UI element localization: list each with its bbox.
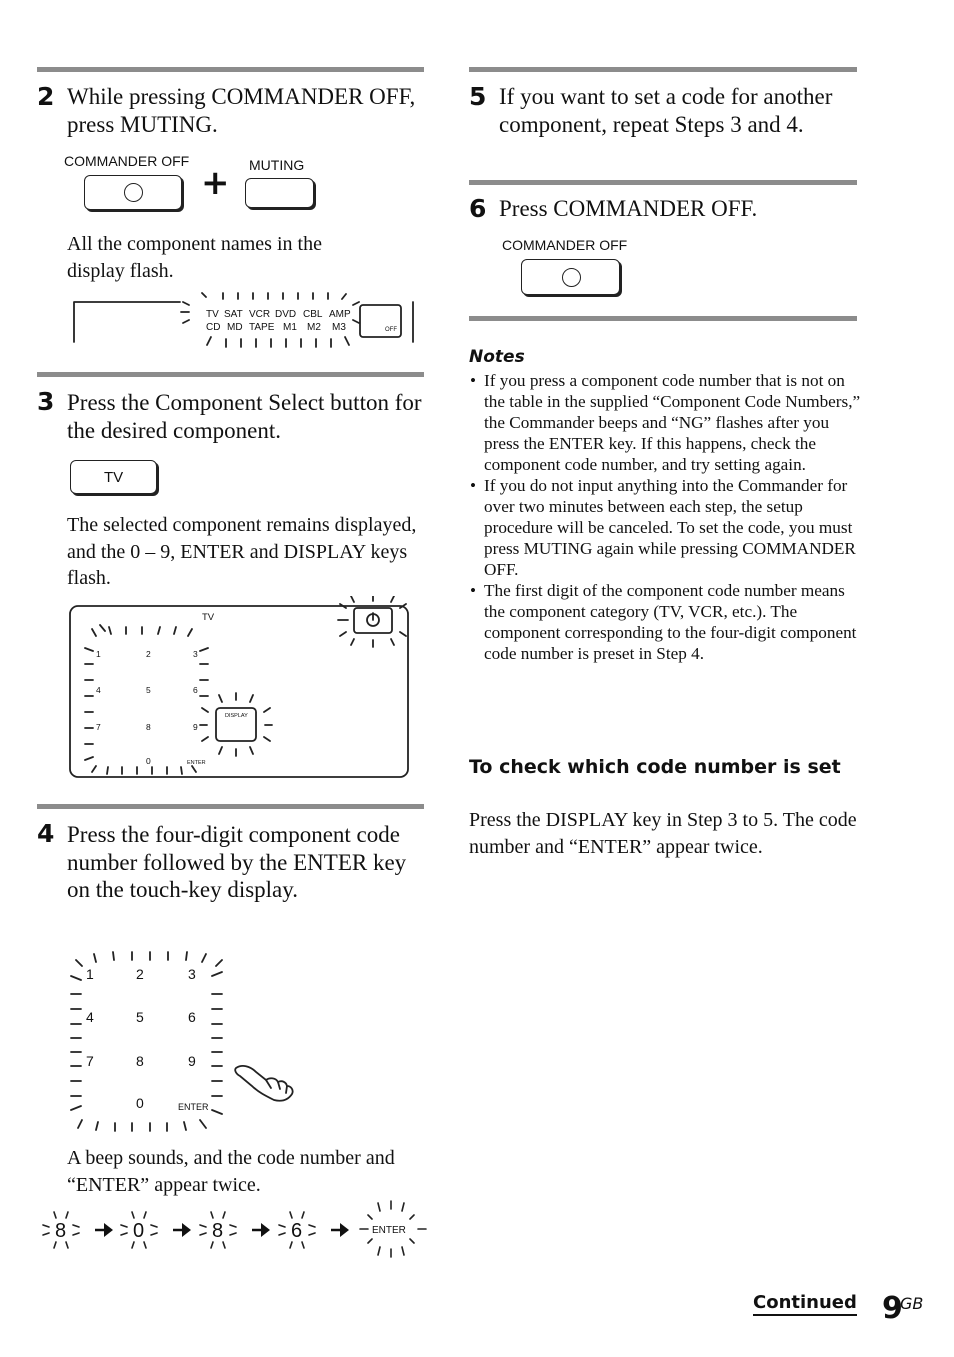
step-5-text: If you want to set a code for another component, repeat Steps 3 and 4.	[499, 84, 833, 137]
muting-button	[245, 178, 314, 208]
step-3-result: The selected component remains displayed, and the 0 – 9, ENTER and DISPLAY keys flash.	[67, 514, 417, 589]
commander-off-circle-icon	[124, 183, 143, 202]
step-6-commander-off-label: COMMANDER OFF	[502, 237, 628, 253]
keypad-key-4: 4	[86, 1009, 94, 1025]
key-7: 7	[96, 722, 101, 732]
sequence-digit-4: 6	[291, 1220, 303, 1242]
plus-sign: +	[201, 163, 230, 203]
check-text: Press the DISPLAY key in Step 3 to 5. The code number and “ENTER” appear twice.	[469, 809, 857, 858]
step-3-number: 3	[37, 387, 55, 416]
display-label-cbl: CBL	[303, 309, 323, 320]
keypad-enter-label: ENTER	[178, 1102, 209, 1112]
muting-label: MUTING	[249, 157, 305, 173]
step-6-commander-off-circle-icon	[562, 268, 581, 287]
step-2-rule	[37, 67, 424, 72]
display-label-tv: TV	[206, 309, 219, 320]
sequence-digit-2: 0	[133, 1220, 145, 1242]
keypad-key-3: 3	[188, 966, 196, 982]
note-item: • If you do not input anything into the Commander for over two minutes between each step, the setup procedure will be canceled. To set the code, you must press MUTING again while pressing COMMANDER OFF.	[469, 475, 861, 580]
display-label-cd: CD	[206, 322, 221, 333]
check-heading: To check which code number is set	[469, 756, 841, 778]
keypad-key-5: 5	[136, 1009, 144, 1025]
key-6: 6	[193, 685, 198, 695]
keypad-key-9: 9	[188, 1053, 196, 1069]
key-2: 2	[146, 649, 151, 659]
page-number: 9	[882, 1291, 903, 1326]
note-item: • The first digit of the component code number means the component category (TV, VCR, etc.). The component corresponding to the four-digit component code number is preset in Step 4.	[469, 580, 861, 664]
display-label-vcr: VCR	[249, 309, 271, 320]
commander-off-label: COMMANDER OFF	[64, 153, 190, 169]
step-6-commander-off-button	[521, 259, 620, 295]
step-4-text: Press the four-digit component code number followed by the ENTER key on the touch-key display.	[67, 822, 407, 902]
sequence-digit-1: 8	[55, 1220, 67, 1242]
key-8: 8	[146, 722, 151, 732]
key-5: 5	[146, 685, 151, 695]
display-label-amp: AMP	[329, 309, 351, 320]
screen-title-tv: TV	[202, 612, 215, 623]
keypad-key-2: 2	[136, 966, 144, 982]
note-item: • If you press a component code number that is not on the table in the supplied “Component Code Numbers,” the Commander beeps and “NG” flashes after you press the ENTER key. If this happens, check the component code number, and try setting again.	[469, 370, 861, 475]
notes-rule	[469, 316, 857, 321]
notes-list	[469, 370, 861, 664]
display-label-m1: M1	[283, 322, 297, 333]
step-6-text: Press COMMANDER OFF.	[499, 196, 758, 221]
continued-label: Continued	[753, 1292, 857, 1316]
notes-title: Notes	[469, 347, 525, 367]
tv-button	[70, 460, 157, 494]
step-2-number: 2	[37, 82, 55, 111]
step-6-number: 6	[469, 194, 487, 223]
display-label-m3: M3	[332, 322, 346, 333]
keypad-key-6: 6	[188, 1009, 196, 1025]
sequence-enter: ENTER	[372, 1225, 406, 1236]
step-4-number: 4	[37, 819, 55, 848]
code-sequence-illustration	[38, 1198, 433, 1260]
step-5-rule	[469, 67, 857, 72]
key-4: 4	[96, 685, 101, 695]
key-0: 0	[146, 756, 151, 766]
key-3: 3	[193, 649, 198, 659]
key-1: 1	[96, 649, 101, 659]
step-5-number: 5	[469, 82, 487, 111]
step-2-text: While pressing COMMANDER OFF, press MUTING.	[67, 84, 416, 137]
display-label-tape: TAPE	[249, 322, 275, 333]
sequence-digit-3: 8	[212, 1220, 224, 1242]
keypad-key-0: 0	[136, 1095, 144, 1111]
touch-key-display-step3	[66, 596, 412, 782]
step-4-result: A beep sounds, and the code number and “ENTER” appear twice.	[67, 1147, 395, 1196]
step-4-rule	[37, 804, 424, 809]
display-label-dvd: DVD	[275, 309, 297, 320]
keypad-key-7: 7	[86, 1053, 94, 1069]
page-suffix: GB	[900, 1294, 924, 1313]
step-3-text: Press the Component Select button for the desired component.	[67, 390, 422, 443]
keypad-key-8: 8	[136, 1053, 144, 1069]
component-display-illustration	[68, 290, 418, 352]
step-3-rule	[37, 372, 424, 377]
display-label-m2: M2	[307, 322, 321, 333]
keypad-key-1: 1	[86, 966, 94, 982]
display-key-label: DISPLAY	[225, 713, 248, 719]
display-off-label: OFF	[385, 327, 397, 333]
display-label-md: MD	[227, 322, 243, 333]
touch-keypad-step4	[66, 946, 306, 1136]
key-9: 9	[193, 722, 198, 732]
commander-off-button	[84, 175, 182, 210]
display-label-sat: SAT	[224, 309, 243, 320]
tv-button-label: TV	[104, 469, 124, 486]
enter-key-label: ENTER	[187, 760, 206, 766]
step-2-result: All the component names in the display flash.	[67, 233, 322, 282]
step-6-rule	[469, 180, 857, 185]
